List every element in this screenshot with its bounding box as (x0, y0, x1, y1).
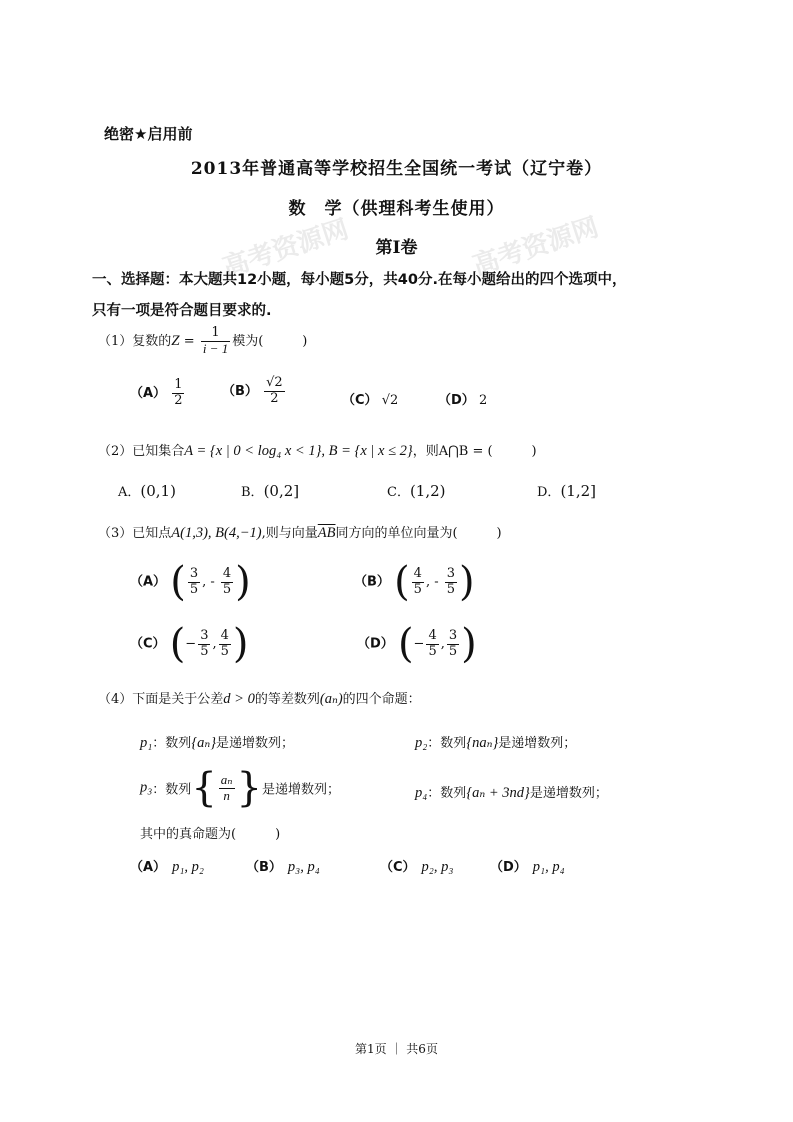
q2-option-c[interactable] (387, 481, 446, 500)
denominator: i − 1 (202, 340, 229, 356)
q3-option-b[interactable] (354, 559, 475, 605)
prop-text: 是递增数列； (262, 782, 341, 798)
option-label: （C） (380, 860, 416, 875)
q1-option-d[interactable] (438, 389, 487, 408)
right-paren: ) (235, 559, 251, 605)
option-value: p₁, p₄ (532, 859, 565, 875)
secrecy-mark: 绝密★启用前 (104, 125, 193, 143)
question-4 (98, 688, 421, 708)
prop-label: p₃ (140, 779, 153, 796)
question-1 (98, 326, 307, 357)
option-label: C． (387, 485, 410, 500)
option-value: (1,2] (560, 482, 596, 500)
prop-expr: {aₙ} (191, 735, 217, 751)
denominator: 2 (270, 390, 279, 406)
separator: , (425, 574, 435, 590)
numerator: aₙ (220, 771, 233, 787)
points: A(1,3), B(4,−1) (171, 525, 262, 541)
q1-option-a[interactable] (130, 378, 186, 409)
question-text: ，则A⋂B = ( ) (412, 444, 537, 459)
question-number: （2） (98, 444, 133, 459)
option-label: （A） (130, 574, 167, 590)
sign: - (434, 574, 443, 590)
q2-option-d[interactable] (537, 481, 596, 500)
sign: − (185, 636, 197, 652)
option-label: （A） (130, 860, 167, 875)
q2-option-b[interactable] (241, 481, 299, 500)
denominator: n (223, 787, 230, 803)
separator: , (440, 636, 445, 652)
question-text: ,则与向量 (261, 526, 318, 541)
vector-ab: $\overline{AB}$ (317, 525, 336, 541)
section-heading-line1: 一、选择题：本大题共12小题，每小题5分，共40分.在每小题给出的四个选项中， (92, 272, 627, 288)
set-definition: A = {x | 0 < log₄ x < 1}, B = {x | x ≤ 2} (184, 443, 413, 459)
option-label: A． (118, 485, 141, 500)
subject-title: 数 学（供理科考生使用） (288, 199, 505, 219)
question-text: 同方向的单位向量为( ) (335, 526, 502, 541)
fraction (445, 567, 457, 598)
question-3 (98, 522, 502, 542)
option-label: （D） (490, 860, 527, 875)
numerator: 4 (222, 565, 232, 581)
q4-option-b[interactable] (246, 856, 320, 876)
numerator: 1 (174, 377, 183, 392)
prop-text: ：数列 (152, 736, 192, 751)
proposition-p2 (415, 732, 576, 752)
numerator: 3 (200, 627, 209, 643)
separator: , (202, 574, 211, 590)
option-value: 2 (478, 393, 488, 408)
numerator: √2 (266, 375, 283, 390)
left-paren: ( (169, 621, 186, 667)
fraction (201, 326, 230, 357)
q4-option-a[interactable] (130, 856, 204, 876)
denominator: 5 (448, 643, 458, 659)
denominator: 5 (200, 643, 209, 659)
option-label: （B） (246, 860, 282, 875)
denominator: 5 (446, 581, 456, 597)
option-label: （D） (357, 636, 394, 652)
right-paren: ) (459, 559, 475, 605)
left-paren: ( (397, 621, 414, 667)
fraction (412, 567, 424, 598)
equals: = (179, 333, 199, 349)
question-text: 复数的 (132, 333, 172, 349)
question-text: 已知点 (132, 526, 172, 541)
watermark: 高考资源网 (469, 212, 603, 282)
prop-expr: {aₙ + 3nd} (466, 785, 530, 801)
fraction (198, 629, 210, 660)
sign: − (413, 636, 425, 652)
denominator: 5 (222, 581, 232, 597)
volume-title: 第I卷 (375, 238, 418, 258)
option-label: （B） (354, 574, 390, 590)
option-label: （C） (342, 393, 378, 408)
sign: - (210, 574, 219, 590)
option-value: p₂, p₃ (421, 859, 454, 875)
separator: , (212, 636, 217, 652)
option-label: （B） (222, 383, 258, 399)
q1-option-c[interactable] (342, 389, 398, 408)
page-footer: 第1页 ｜ 共6页 (355, 1042, 438, 1056)
watermark: 高考资源网 (219, 214, 353, 284)
section-heading-line2: 只有一项是符合题目要求的. (92, 303, 272, 319)
question-2 (98, 440, 537, 460)
numerator: 4 (428, 627, 437, 643)
prop-label: p₂ (415, 735, 428, 751)
fraction (264, 376, 285, 407)
option-label: （D） (438, 393, 475, 408)
fraction (219, 629, 231, 660)
question-text: 已知集合 (132, 444, 185, 459)
question-number: （1） (98, 333, 133, 349)
option-label: D． (537, 485, 561, 500)
prop-text: 是递增数列； (216, 736, 295, 751)
q3-option-d[interactable] (357, 621, 477, 667)
question-number: （3） (98, 526, 133, 541)
q3-option-c[interactable] (130, 621, 249, 667)
question-4-prompt: 其中的真命题为( ) (140, 827, 281, 842)
proposition-p1 (140, 732, 294, 752)
option-value: p₁, p₂ (172, 859, 204, 875)
q2-option-a[interactable] (118, 481, 176, 500)
numerator: 3 (448, 627, 458, 643)
q4-option-c[interactable] (380, 856, 453, 876)
denominator: 2 (174, 392, 183, 408)
fraction (221, 567, 233, 598)
prop-text: ：数列 (427, 786, 467, 801)
prop-text: ：数列 (427, 736, 467, 751)
prop-label: p₁ (140, 735, 153, 751)
proposition-p4 (415, 782, 608, 802)
left-paren: ( (170, 559, 186, 605)
exam-title: 2013年普通高等学校招生全国统一考试（辽宁卷） (190, 159, 603, 179)
denominator: 5 (220, 643, 229, 659)
question-text: 下面是关于公差 (132, 692, 224, 707)
numerator: 4 (220, 627, 229, 643)
option-value: (1,2) (409, 482, 446, 500)
prop-label: p₄ (415, 785, 428, 801)
option-value: p₃, p₄ (287, 859, 320, 875)
denominator: 5 (428, 643, 437, 659)
q1-option-b[interactable] (222, 376, 287, 407)
condition: d > 0 (223, 691, 255, 707)
question-number: （4） (98, 692, 133, 707)
right-paren: ) (232, 621, 249, 667)
q4-option-d[interactable] (490, 856, 565, 876)
fraction (172, 378, 184, 409)
question-text: 的四个命题： (342, 692, 421, 707)
numerator: 3 (446, 565, 456, 581)
option-label: （C） (130, 636, 166, 652)
sequence: (aₙ) (319, 691, 343, 707)
fraction (426, 629, 438, 660)
fraction (219, 773, 235, 804)
option-label: B． (241, 485, 264, 500)
option-label: （A） (130, 385, 167, 401)
prop-expr: {naₙ} (466, 735, 499, 751)
numerator: 4 (413, 565, 422, 581)
proposition-p3 (140, 765, 341, 811)
prop-text: ：数列 (152, 782, 192, 798)
right-brace: } (236, 765, 262, 811)
q3-option-a[interactable] (130, 559, 251, 605)
fraction (447, 629, 459, 660)
numerator: 3 (189, 565, 199, 581)
right-paren: ) (461, 621, 477, 667)
variable: Z (171, 332, 180, 349)
question-text: 模为( ) (232, 333, 308, 349)
denominator: 5 (189, 581, 199, 597)
prop-text: 是递增数列； (498, 736, 577, 751)
option-value: (0,1) (140, 482, 176, 500)
denominator: 5 (413, 581, 422, 597)
left-paren: ( (394, 559, 410, 605)
left-brace: { (191, 765, 217, 811)
option-value: (0,2] (263, 482, 300, 500)
prop-text: 是递增数列； (529, 786, 608, 801)
numerator: 1 (201, 326, 230, 342)
question-text: 的等差数列 (254, 692, 320, 707)
fraction (188, 567, 200, 598)
option-value: √2 (381, 393, 399, 408)
